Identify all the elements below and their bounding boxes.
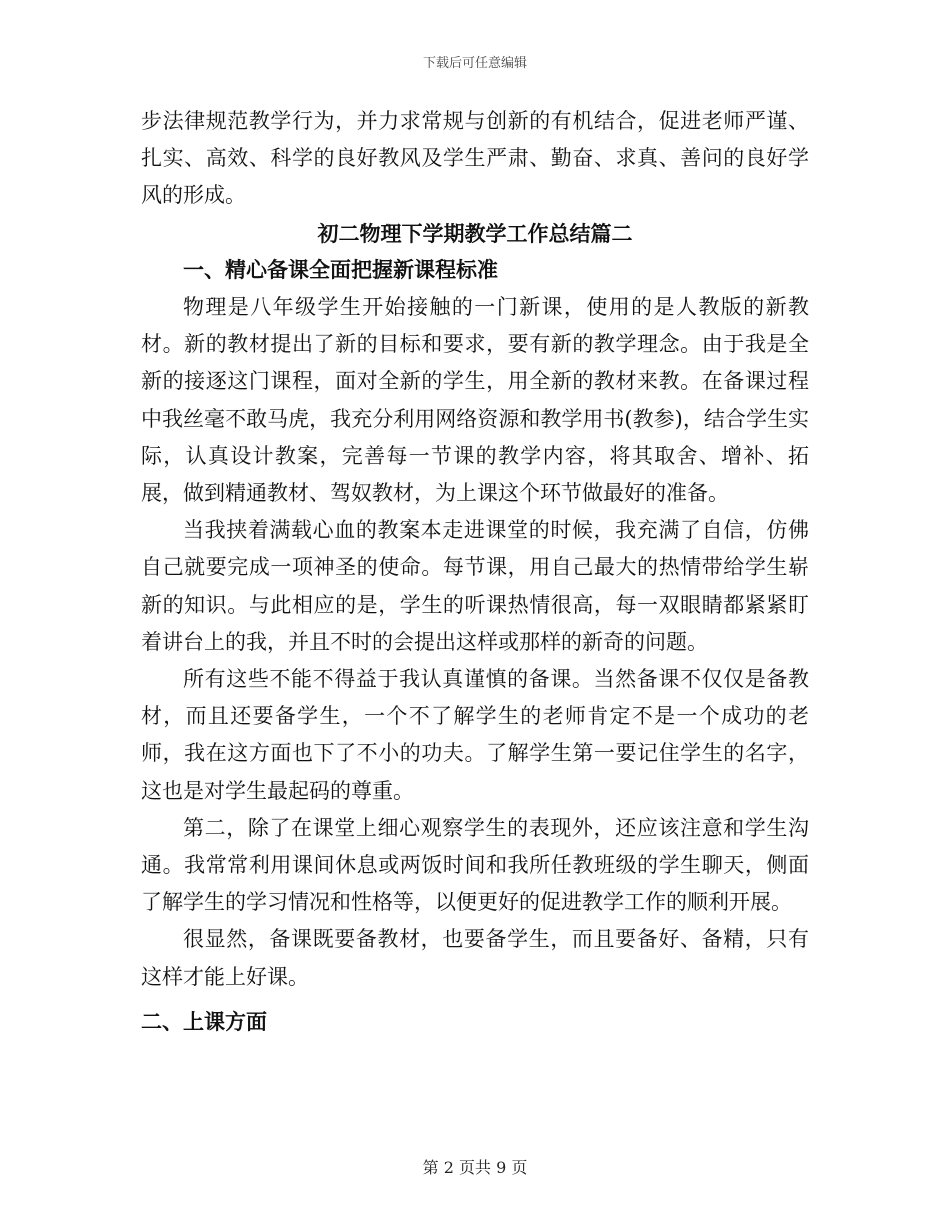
paragraph: 第二，除了在课堂上细心观察学生的表现外，还应该注意和学生沟通。我常常利用课间休息或两饭时间和我所任教班级的学生聊天，侧面了解学生的学习情况和性格等，以便更好的促进教学工作的顺利开展。 bbox=[141, 815, 809, 915]
heading-1: 一、精心备课全面把握新课程标准 bbox=[183, 257, 498, 282]
section-title: 初二物理下学期教学工作总结篇二 bbox=[317, 220, 633, 246]
paragraph: 物理是八年级学生开始接触的一门新课，使用的是人教版的新教材。新的教材提出了新的目标和要求，要有新的教学理念。由于我是全新的接逐这门课程，面对全新的学生，用全新的教材来教。在备课过程中我丝毫不敢马虎，我充分利用网络资源和教学用书(教参)，结合学生实际，认真设计教案，完善每一节课的教学内容，将其取舍、增补、拓展，做到精通教材、驾奴教材，为上课这个环节做最好的准备。 bbox=[141, 295, 809, 506]
paragraph-continued: 步法律规范教学行为，并力求常规与创新的有机结合，促进老师严谨、扎实、高效、科学的良好教风及学生严肃、勤奋、求真、善问的良好学风的形成。 bbox=[141, 109, 809, 208]
paragraph: 很显然，备课既要备教材，也要备学生，而且要备好、备精，只有这样才能上好课。 bbox=[141, 927, 809, 989]
paragraph: 所有这些不能不得益于我认真谨慎的备课。当然备课不仅仅是备教材，而且还要备学生，一个不了解学生的老师肯定不是一个成功的老师，我在这方面也下了不小的功夫。了解学生第一要记住学生的名字，这也是对学生最起码的尊重。 bbox=[141, 667, 809, 803]
heading-2: 二、上课方面 bbox=[141, 1009, 267, 1034]
paragraph: 当我挟着满载心血的教案本走进课堂的时候，我充满了自信，仿佛自己就要完成一项神圣的使命。每节课，用自己最大的热情带给学生崭新的知识。与此相应的是，学生的听课热情很高，每一双眼睛都紧紧盯着讲台上的我，并且不时的会提出这样或那样的新奇的问题。 bbox=[141, 518, 809, 654]
page-footer: 第 2 页共 9 页 bbox=[422, 1158, 528, 1177]
page-header: 下载后可任意编辑 bbox=[422, 56, 527, 71]
document-body bbox=[141, 103, 809, 1041]
